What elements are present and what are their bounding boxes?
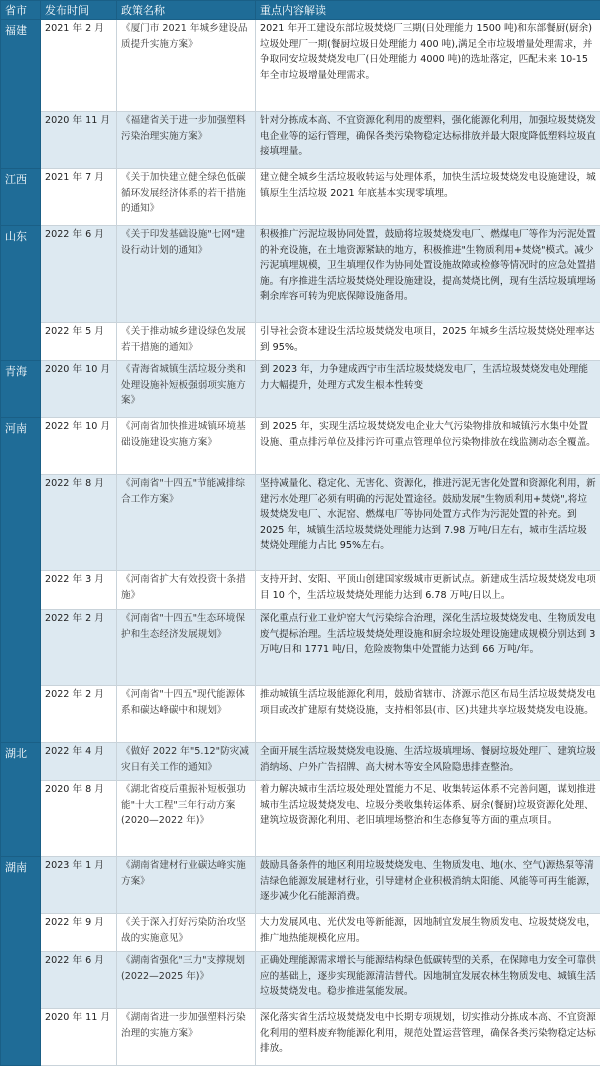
policy-name-cell: 《湖南省强化"三力"支撑规划(2022—2025 年)》 [117, 952, 256, 1009]
content-cell: 2021 年开工建设东部垃圾焚烧厂三期(日处理能力 1500 吨)和东部餐厨(厨余)垃圾处理厂一期(餐厨垃圾日处理能力 400 吨),满足全市垃圾增量处理需求，并争取同安垃圾焚烧发电厂(日处理能力 4000 吨)的选址落定，匹配未来 10-15 年全市垃圾增量处理需求。 [256, 20, 600, 112]
content-cell: 建立健全城乡生活垃圾收转运与处理体系，加快生活垃圾焚烧发电设施建设，城镇原生生活垃圾 2021 年底基本实现零填埋。 [256, 169, 600, 226]
policy-name-cell: 《厦门市 2021 年城乡建设品质提升实施方案》 [117, 20, 256, 112]
table-row [1, 361, 600, 418]
province-cell: 山东 [1, 226, 41, 361]
date-cell: 2022 年 6 月 [41, 952, 117, 1009]
table-row [1, 323, 600, 361]
province-cell: 湖南 [1, 857, 41, 1066]
table-header-row [1, 1, 600, 20]
policy-name-cell: 《河南省"十四五"现代能源体系和碳达峰碳中和规划》 [117, 686, 256, 743]
content-cell: 引导社会资本建设生活垃圾焚烧发电项目，2025 年城乡生活垃圾焚烧处理率达到 95%。 [256, 323, 600, 361]
policy-name-cell: 《河南省加快推进城镇环境基础设施建设实施方案》 [117, 418, 256, 475]
policy-name-cell: 《湖南省建材行业碳达峰实施方案》 [117, 857, 256, 914]
policy-name-cell: 《河南省"十四五"生态环境保护和生态经济发展规划》 [117, 610, 256, 686]
date-cell: 2020 年 11 月 [41, 1009, 117, 1066]
policy-name-cell: 《河南省"十四五"节能减排综合工作方案》 [117, 475, 256, 571]
policy-name-cell: 《青海省城镇生活垃圾分类和处理设施补短板强弱项实施方案》 [117, 361, 256, 418]
policy-name-cell: 《湖北省疫后重振补短板强功能"十大工程"三年行动方案(2020—2022 年)》 [117, 781, 256, 857]
content-cell: 针对分拣成本高、不宜资源化利用的废塑料，强化能源化利用，加强垃圾焚烧发电企业等的运行管理，确保各类污染物稳定达标排放并最大限度降低塑料垃圾直接填埋量。 [256, 112, 600, 169]
province-cell: 福建 [1, 20, 41, 169]
date-cell: 2022 年 4 月 [41, 743, 117, 781]
table-row [1, 226, 600, 323]
province-cell: 河南 [1, 418, 41, 743]
content-cell: 到 2023 年，力争建成西宁市生活垃圾焚烧发电厂，生活垃圾焚烧发电处理能力大幅提升，处理方式发生根本性转变 [256, 361, 600, 418]
date-cell: 2022 年 6 月 [41, 226, 117, 323]
content-cell: 深化重点行业工业炉窑大气污染综合治理，深化生活垃圾焚烧发电、生物质发电废气提标治理。生活垃圾焚烧处理设施和厨余垃圾处理设施建成规模分别达到 3 万吨/日和 1771 吨/日，危险废物集中处置能力达到 66 万吨/年。 [256, 610, 600, 686]
table-row [1, 418, 600, 475]
date-cell: 2022 年 8 月 [41, 475, 117, 571]
content-cell: 坚持减量化、稳定化、无害化、资源化，推进污泥无害化处置和资源化利用，新建污水处理厂必须有明确的污泥处置途径。鼓励发展"生物质利用+焚烧",将垃圾焚烧发电厂、水泥窑、燃煤电厂等协同处置方式作为污泥处置的补充。到 2025 年，城镇生活垃圾焚烧处理能力达到 7.98 万吨/日左右，城市生活垃圾焚烧处理能力占比 95%左右。 [256, 475, 600, 571]
date-cell: 2023 年 1 月 [41, 857, 117, 914]
policy-name-cell: 《关于印发基础设施"七网"建设行动计划的通知》 [117, 226, 256, 323]
content-cell: 着力解决城市生活垃圾处理处置能力不足、收集转运体系不完善问题，谋划推进城市生活垃圾焚烧发电、垃圾分类收集转运体系、厨余(餐厨)垃圾资源化处理、建筑垃圾资源化利用、老旧填埋场整治和生态修复等方面的重点项目。 [256, 781, 600, 857]
table-row [1, 20, 600, 112]
content-cell: 到 2025 年，实现生活垃圾焚烧发电企业大气污染物排放和城镇污水集中处置设施、重点排污单位及排污许可重点管理单位污染物排放在线监测动态全覆盖。 [256, 418, 600, 475]
table-row [1, 781, 600, 857]
table-row [1, 1009, 600, 1066]
date-cell: 2020 年 10 月 [41, 361, 117, 418]
table-row [1, 952, 600, 1009]
content-cell: 深化落实省生活垃圾焚烧发电中长期专项规划，切实推动分拣成本高、不宜资源化利用的塑料废弃物能源化利用，规范处置运营管理，确保各类污染物稳定达标排放。 [256, 1009, 600, 1066]
table-row [1, 112, 600, 169]
table-row [1, 571, 600, 610]
date-cell: 2020 年 11 月 [41, 112, 117, 169]
table-row [1, 475, 600, 571]
content-cell: 积极推广污泥垃圾协同处置，鼓励将垃圾焚烧发电厂、燃煤电厂等作为污泥处置的补充设施，在土地资源紧缺的地方，积极推进"生物质利用+焚烧"模式。减少污泥填埋规模，卫生填埋仅作为协同处置设施故障或检修等情况时的应急处置措施。有序推进生活垃圾焚烧处理设施建设，提高焚烧比例，现有生活垃圾填埋场剩余库容可转为兜底保障设施备用。 [256, 226, 600, 323]
policy-name-cell: 《湖南省进一步加强塑料污染治理的实施方案》 [117, 1009, 256, 1066]
date-cell: 2021 年 7 月 [41, 169, 117, 226]
policy-name-cell: 《做好 2022 年"5.12"防灾减灾日有关工作的通知》 [117, 743, 256, 781]
date-cell: 2022 年 3 月 [41, 571, 117, 610]
content-cell: 正确处理能源需求增长与能源结构绿色低碳转型的关系，在保障电力安全可靠供应的基础上，逐步实现能源清洁替代。因地制宜发展农林生物质发电、城镇生活垃圾焚烧发电。稳步推进氢能发展。 [256, 952, 600, 1009]
table-row [1, 914, 600, 952]
policy-name-cell: 《关于深入打好污染防治攻坚战的实施意见》 [117, 914, 256, 952]
header-content: 重点内容解读 [256, 1, 600, 20]
policy-name-cell: 《福建省关于进一步加强塑料污染治理实施方案》 [117, 112, 256, 169]
table-row [1, 686, 600, 743]
content-cell: 全面开展生活垃圾焚烧发电设施、生活垃圾填埋场、餐厨垃圾处理厂、建筑垃圾消纳场、户外广告招牌、高大树木等安全风险隐患排查整治。 [256, 743, 600, 781]
header-date: 发布时间 [41, 1, 117, 20]
province-cell: 湖北 [1, 743, 41, 857]
header-policy-name: 政策名称 [117, 1, 256, 20]
content-cell: 大力发展风电、光伏发电等新能源，因地制宜发展生物质发电、垃圾焚烧发电，推广地热能规模化应用。 [256, 914, 600, 952]
date-cell: 2022 年 2 月 [41, 686, 117, 743]
date-cell: 2020 年 8 月 [41, 781, 117, 857]
table-row [1, 610, 600, 686]
content-cell: 鼓励具备条件的地区利用垃圾焚烧发电、生物质发电、地(水、空气)源热泵等清洁绿色能源发展建材行业，引导建材企业积极消纳太阳能、风能等可再生能源，逐步减少化石能源消费。 [256, 857, 600, 914]
date-cell: 2022 年 9 月 [41, 914, 117, 952]
province-cell: 青海 [1, 361, 41, 418]
date-cell: 2022 年 2 月 [41, 610, 117, 686]
province-cell: 江西 [1, 169, 41, 226]
policy-name-cell: 《河南省扩大有效投资十条措施》 [117, 571, 256, 610]
header-province: 省市 [1, 1, 41, 20]
table-row [1, 857, 600, 914]
date-cell: 2022 年 10 月 [41, 418, 117, 475]
content-cell: 支持开封、安阳、平顶山创建国家级城市更新试点。新建成生活垃圾焚烧发电项目 10 个，生活垃圾焚烧处理能力达到 6.78 万吨/日以上。 [256, 571, 600, 610]
table-row [1, 169, 600, 226]
content-cell: 推动城镇生活垃圾能源化利用，鼓励省辖市、济源示范区布局生活垃圾焚烧发电项目或改扩建原有焚烧设施，支持相邻县(市、区)共建共享垃圾焚烧发电设施。 [256, 686, 600, 743]
policy-name-cell: 《关于推动城乡建设绿色发展若干措施的通知》 [117, 323, 256, 361]
date-cell: 2022 年 5 月 [41, 323, 117, 361]
date-cell: 2021 年 2 月 [41, 20, 117, 112]
policy-name-cell: 《关于加快建立健全绿色低碳循环发展经济体系的若干措施的通知》 [117, 169, 256, 226]
table-row [1, 743, 600, 781]
